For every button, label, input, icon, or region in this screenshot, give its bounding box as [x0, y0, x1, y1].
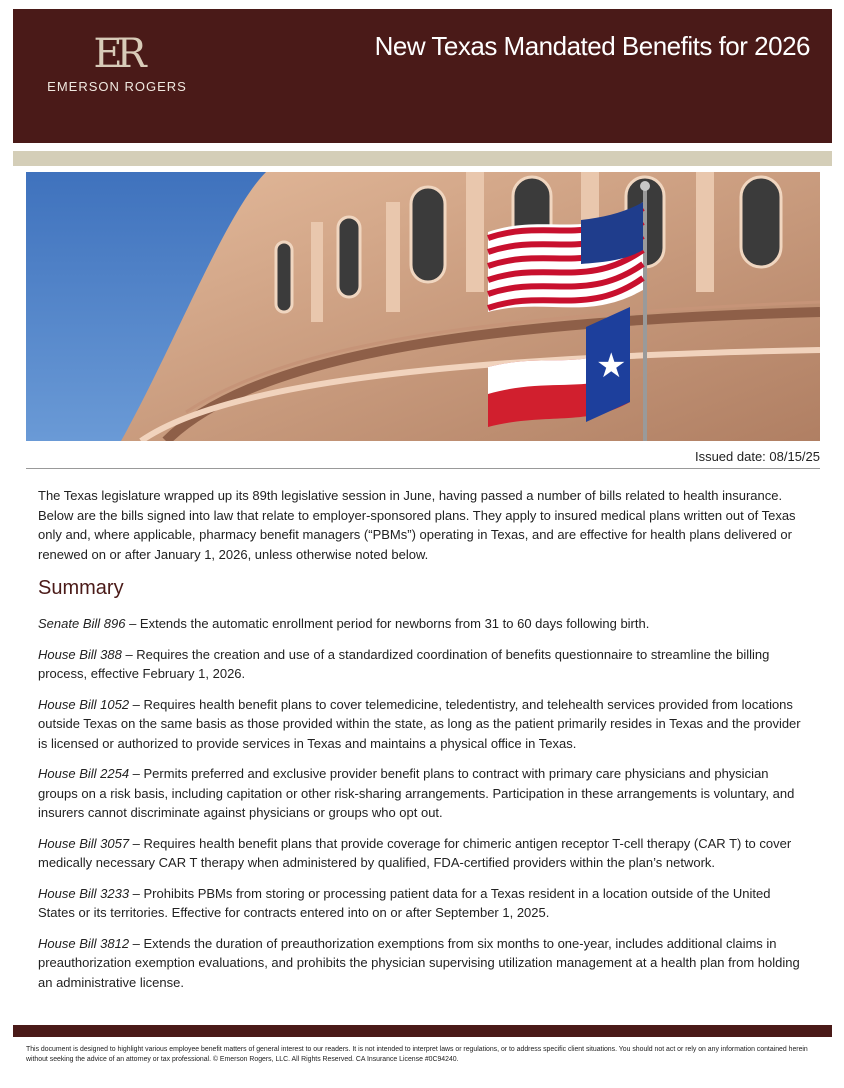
bill-name: House Bill 3057: [38, 835, 130, 851]
bill-description: – Requires health benefit plans to cover telemedicine, teledentistry, and telehealth services provided from locations outside Texas on the same basis as those provided within the state, as long as the patient primarily resides in Texas and the provider is licensed or authorized to provide services in Texas and maintains a physical office in Texas.: [38, 696, 801, 751]
logo-monogram: ER: [93, 31, 141, 77]
company-logo: [37, 31, 197, 94]
divider: [26, 468, 820, 469]
intro-paragraph: The Texas legislature wrapped up its 89th legislative session in June, having passed a number of bills related to health insurance. Below are the bills signed into law that relate to employer-sponsored plans. They apply to insured medical plans written out of Texas only and, where applicable, pharmacy benefit managers (“PBMs”) operating in Texas, and are effective for health plans delivered or renewed on or after January 1, 2026, unless otherwise noted below.: [38, 488, 796, 562]
capitol-flags-icon: [26, 172, 820, 441]
bill-name: Senate Bill 896: [38, 616, 126, 631]
logo-wordmark: EMERSON ROGERS: [47, 79, 187, 94]
summary-heading: Summary: [38, 577, 124, 599]
page-title: New Texas Mandated Benefits for 2026: [374, 31, 810, 61]
bill-name: House Bill 2254: [38, 766, 130, 781]
issued-date: Issued date: 08/15/25: [694, 449, 820, 464]
disclaimer: This document is designed to highlight various employee benefit matters of general interest to our readers. It is not intended to interpret laws or regulations, or to address specific client situations. You should not act or rely on any information contained herein without seeking the advice of an attorney or tax professional. © Emerson Rogers, LLC. All Rights Reserved. CA Insurance License #0C94240.: [26, 1046, 808, 1063]
bill-description: – Prohibits PBMs from storing or processing patient data for a Texas resident in a location outside of the United States or its territories. Effective for contracts entered into on or after September 1, 2025.: [38, 885, 771, 920]
bill-name: House Bill 388: [38, 646, 122, 662]
bill-description: – Extends the automatic enrollment period for newborns from 31 to 60 days following birth.: [125, 616, 650, 631]
bill-list: [38, 614, 808, 1003]
header-accent-bar: [13, 151, 832, 166]
bill-name: House Bill 1052: [38, 696, 130, 712]
bill-item: [38, 695, 808, 754]
bill-item: [38, 834, 808, 873]
bill-item: [38, 645, 808, 684]
bill-name: House Bill 3812: [38, 935, 130, 951]
bill-item: [38, 614, 808, 634]
bill-description: – Requires the creation and use of a standardized coordination of benefits questionnaire to streamline the billing process, effective February 1, 2026.: [38, 646, 770, 681]
bill-item: [38, 884, 808, 923]
page-header: [13, 9, 832, 143]
footer-bar: [13, 1025, 832, 1037]
bill-description: – Extends the duration of preauthorization exemptions from six months to one-year, includes additional claims in preauthorization exemption evaluations, and prohibits the physician supervising utilization management at a health plan from holding an administrative license.: [38, 935, 800, 990]
bill-item: [38, 934, 808, 993]
hero-image: [26, 172, 820, 441]
bill-description: – Requires health benefit plans that provide coverage for chimeric antigen receptor T-cell therapy (CAR T) to cover medically necessary CAR T therapy when administered by qualified, FDA-certified providers within the plan’s network.: [38, 835, 792, 870]
bill-item: [38, 764, 808, 823]
bill-name: House Bill 3233: [38, 885, 130, 901]
bill-description: – Permits preferred and exclusive provider benefit plans to contract with primary care physicians and physician groups on a risk basis, including capitation or other risk-sharing arrangements. Participation in these arrangements is voluntary, and insurers cannot discriminate against physicians or groups who opt out.: [38, 766, 795, 820]
svg-text:★: ★: [596, 346, 627, 386]
